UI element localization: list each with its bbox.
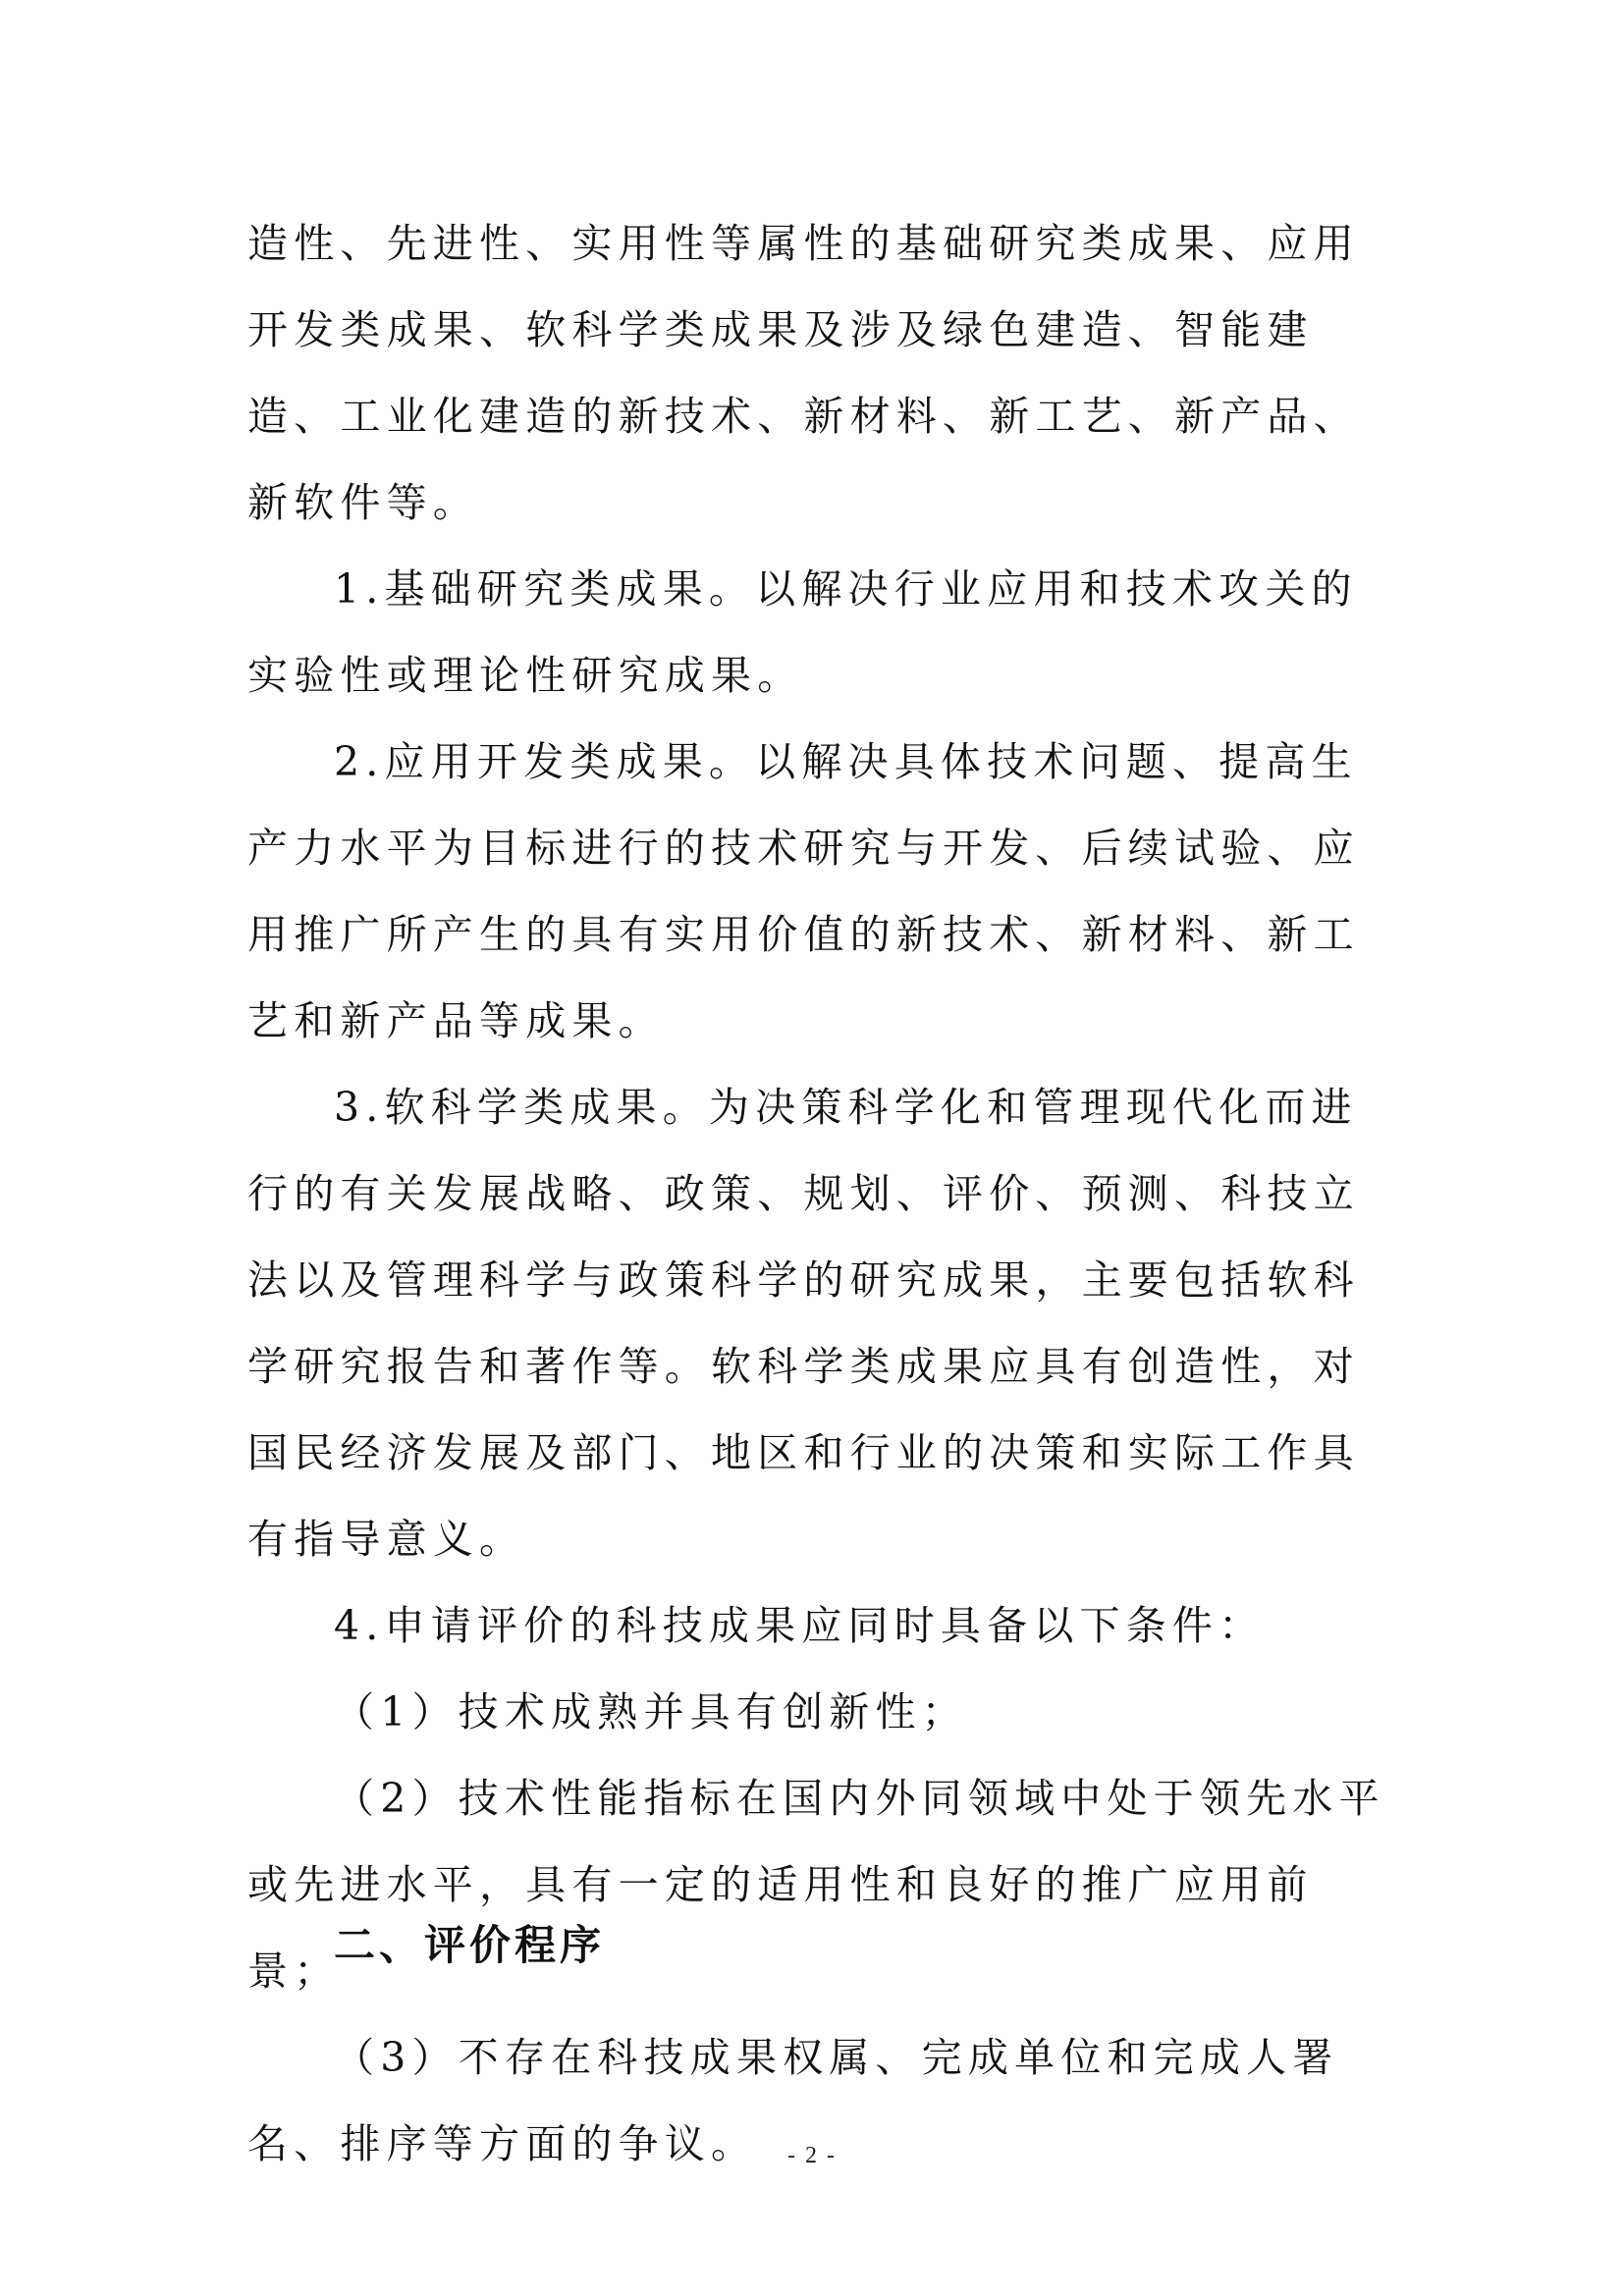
paragraph-intro-continued: 造性、先进性、实用性等属性的基础研究类成果、应用开发类成果、软科学类成果及涉及绿色建造、智能建造、工业化建造的新技术、新材料、新工艺、新产品、新软件等。 bbox=[247, 220, 1360, 526]
paragraph-item-3: 3.软科学类成果。为决策科学化和管理现代化而进行的有关发展战略、政策、规划、评价、预测、科技立法以及管理科学与政策科学的研究成果，主要包括软科学研究报告和著作等。软科学类成果应具有创造性，对国民经济发展及部门、地区和行业的决策和实际工作具有指导意义。 bbox=[247, 1084, 1360, 1563]
paragraph-item-2: 2.应用开发类成果。以解决具体技术问题、提高生产力水平为目标进行的技术研究与开发、后续试验、应用推广所产生的具有实用价值的新技术、新材料、新工艺和新产品等成果。 bbox=[247, 738, 1360, 1044]
body-text bbox=[247, 200, 1386, 2187]
page-number: - 2 - bbox=[787, 2143, 837, 2168]
paragraph-condition-1: （1）技术成熟并具有创新性； bbox=[334, 1688, 968, 1735]
paragraph-condition-3: （3）不存在科技成果权属、完成单位和完成人署名、排序等方面的争议。 bbox=[247, 2034, 1339, 2167]
paragraph-condition-2: （2）技术性能指标在国内外同领域中处于领先水平或先进水平，具有一定的适用性和良好的推广应用前景； bbox=[247, 1775, 1385, 1995]
paragraph-item-1: 1.基础研究类成果。以解决行业应用和技术攻关的实验性或理论性研究成果。 bbox=[247, 565, 1358, 699]
paragraph-item-4: 4.申请评价的科技成果应同时具备以下条件： bbox=[334, 1602, 1266, 1649]
section-heading: 二、评价程序 bbox=[334, 1921, 606, 1969]
